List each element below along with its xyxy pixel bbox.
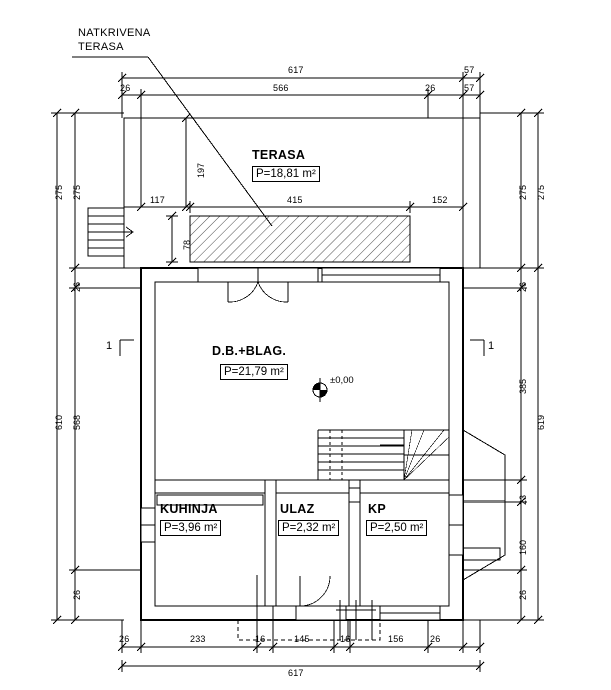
dim-top-566: 566 — [273, 83, 289, 93]
room-area-ulaz: P=2,32 m² — [278, 520, 339, 536]
dim-left-26-lower: 26 — [72, 589, 82, 600]
dim-top-57-b: 57 — [464, 83, 475, 93]
section-mark-left: 1 — [106, 340, 113, 352]
dim-right-26-upper: 26 — [518, 281, 528, 292]
dim-left-275-a: 275 — [54, 184, 64, 200]
dim-left-275-b: 275 — [72, 184, 82, 200]
room-area-kuhinja: P=3,96 m² — [160, 520, 221, 536]
section-mark-right: 1 — [488, 340, 495, 352]
dim-right-23: 23 — [518, 494, 528, 505]
dim-terrace-152: 152 — [432, 195, 448, 205]
room-label-ulaz: ULAZ — [280, 502, 315, 516]
dim-top-617: 617 — [288, 65, 304, 75]
dim-bottom-26-left: 26 — [119, 634, 130, 644]
dim-bottom-145: 145 — [294, 634, 310, 644]
level-marker-label: ±0,00 — [330, 375, 354, 386]
room-label-kp: KP — [368, 502, 386, 516]
dim-bottom-26-right: 26 — [430, 634, 441, 644]
dim-right-160: 160 — [518, 539, 528, 555]
dim-bottom-16-b: 16 — [340, 634, 351, 644]
room-area-terasa: P=18,81 m² — [252, 166, 320, 182]
annotation-natkrivena-terasa-line2: TERASA — [78, 41, 124, 53]
dim-terrace-197: 197 — [196, 162, 206, 178]
dim-right-26-lower: 26 — [518, 589, 528, 600]
dim-right-275-a: 275 — [518, 184, 528, 200]
dim-bottom-156: 156 — [388, 634, 404, 644]
dim-right-275-b: 275 — [536, 184, 546, 200]
dim-bottom-233: 233 — [190, 634, 206, 644]
room-area-dnevni-boravak: P=21,79 m² — [220, 364, 288, 380]
room-area-kp: P=2,50 m² — [366, 520, 427, 536]
dim-right-385: 385 — [518, 378, 528, 394]
dim-bottom-617: 617 — [288, 668, 304, 678]
room-label-kuhinja: KUHINJA — [160, 502, 218, 516]
annotation-natkrivena-terasa-line1: NATKRIVENA — [78, 27, 151, 39]
dim-left-568: 568 — [72, 414, 82, 430]
dim-terrace-78: 78 — [182, 239, 192, 250]
dim-top-57-a: 57 — [464, 65, 475, 75]
dim-right-619: 619 — [536, 414, 546, 430]
dim-left-26-upper: 26 — [72, 281, 82, 292]
room-label-terasa: TERASA — [252, 148, 306, 162]
dim-terrace-117: 117 — [150, 195, 165, 205]
room-label-dnevni-boravak: D.B.+BLAG. — [212, 344, 287, 358]
dim-bottom-16-a: 16 — [255, 634, 266, 644]
dim-left-610: 610 — [54, 414, 64, 430]
dim-top-26-right: 26 — [425, 83, 436, 93]
dim-top-26-left: 26 — [120, 83, 131, 93]
dim-terrace-415: 415 — [287, 195, 303, 205]
